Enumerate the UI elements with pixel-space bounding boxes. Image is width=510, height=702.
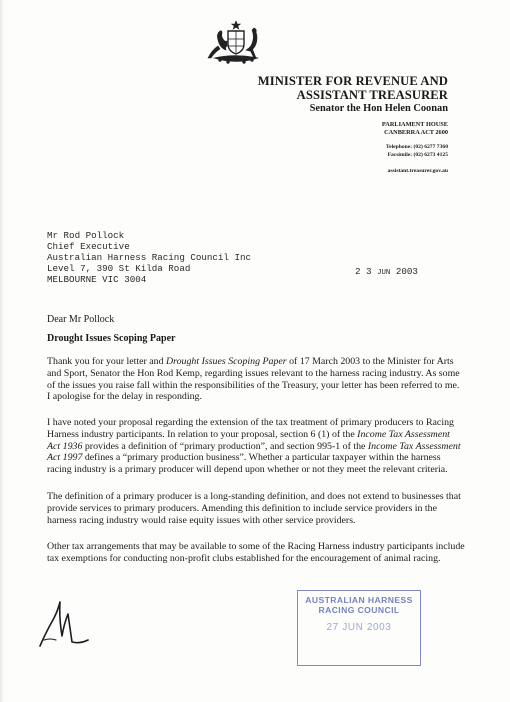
- recipient-name: Mr Rod Pollock: [47, 230, 125, 241]
- letterhead-title: [188, 74, 448, 102]
- recipient-position: Chief Executive: [47, 241, 130, 252]
- p2-text-a: I have noted your proposal regarding the extension of the tax treatment of primary producers to Racing Harness industry participants. In relation to your proposal, section 6 (1) of the: [47, 417, 454, 440]
- salutation: Dear Mr Pollock: [47, 314, 115, 325]
- page-edge-shadow: [0, 0, 4, 702]
- address-line1: PARLIAMENT HOUSE: [381, 121, 448, 128]
- date-year: 2003: [395, 266, 418, 277]
- p2-italic-act-1997: Income Tax Assessment Act 1997: [47, 440, 461, 464]
- recipient-organisation: Australian Harness Racing Council Inc: [47, 252, 251, 263]
- stamp-org-line1: AUSTRALIAN HARNESS: [305, 595, 413, 605]
- p1-text-a: Thank you for your letter and: [47, 356, 167, 367]
- subject-line: Drought Issues Scoping Paper: [47, 333, 176, 344]
- date-day: 2 3: [355, 266, 372, 277]
- received-stamp: [297, 590, 421, 666]
- facsimile: Facsimile: (02) 6273 4125: [387, 151, 448, 158]
- handwritten-signature: [34, 596, 90, 652]
- p2-text-b: provides a definition of “primary production”, and section 995-1 of the: [82, 440, 368, 452]
- p2-text-c: defines a “primary production business”. Whether a particular taxpayer within the harness racing industry is a primary producer will depend upon whether or not they meet the relevant criteria.: [47, 452, 448, 476]
- address-line2: CANBERRA ACT 2600: [384, 129, 448, 136]
- stamp-date: 27 JUN 2003: [326, 622, 392, 633]
- telephone: Telephone: (02) 6277 7360: [385, 144, 448, 150]
- letterhead-title-line1: MINISTER FOR REVENUE AND: [257, 74, 448, 88]
- stamp-org-line2: RACING COUNCIL: [318, 605, 400, 615]
- body-paragraph-2: [47, 417, 465, 476]
- recipient-street: Level 7, 390 St Kilda Road: [47, 263, 191, 274]
- p2-italic-act-1936: Income Tax Assessment Act 1936: [47, 428, 450, 452]
- coat-of-arms-icon: [206, 20, 266, 66]
- recipient-address-block: [47, 230, 251, 285]
- letterhead-title-line2: ASSISTANT TREASURER: [296, 88, 448, 102]
- p1-text-b: of 17 March 2003 to the Minister for Arts and Sport, Senator the Hon Rod Kemp, regarding issues relevant to the harness racing industry. As some of the issues you raise fall within the responsibilities of the Treasury, your letter has been referred to me. I apologise for the delay in responding.: [47, 356, 460, 403]
- letter-date: [355, 266, 418, 277]
- minister-name: Senator the Hon Helen Coonan: [309, 103, 448, 114]
- p1-italic-title: Drought Issues Scoping Paper: [166, 356, 287, 367]
- recipient-city: MELBOURNE VIC 3004: [47, 274, 147, 285]
- office-address: [248, 121, 448, 137]
- contact-numbers: [248, 144, 448, 159]
- body-paragraph-3: The definition of a primary producer is a long-standing definition, and does not extend to businesses that provide services to primary producers. Amending this definition to include service providers in the harness racing industry would raise equity issues with other service providers.: [47, 491, 461, 526]
- date-month: JUN: [377, 269, 391, 277]
- website: assistant.treasurer.gov.au: [387, 168, 448, 174]
- body-paragraph-1: [47, 356, 465, 403]
- body-paragraph-4: Other tax arrangements that may be available to some of the Racing Harness industry participants include tax exemptions for conducting non-profit clubs established for the encouragement of animal racing.: [47, 541, 465, 564]
